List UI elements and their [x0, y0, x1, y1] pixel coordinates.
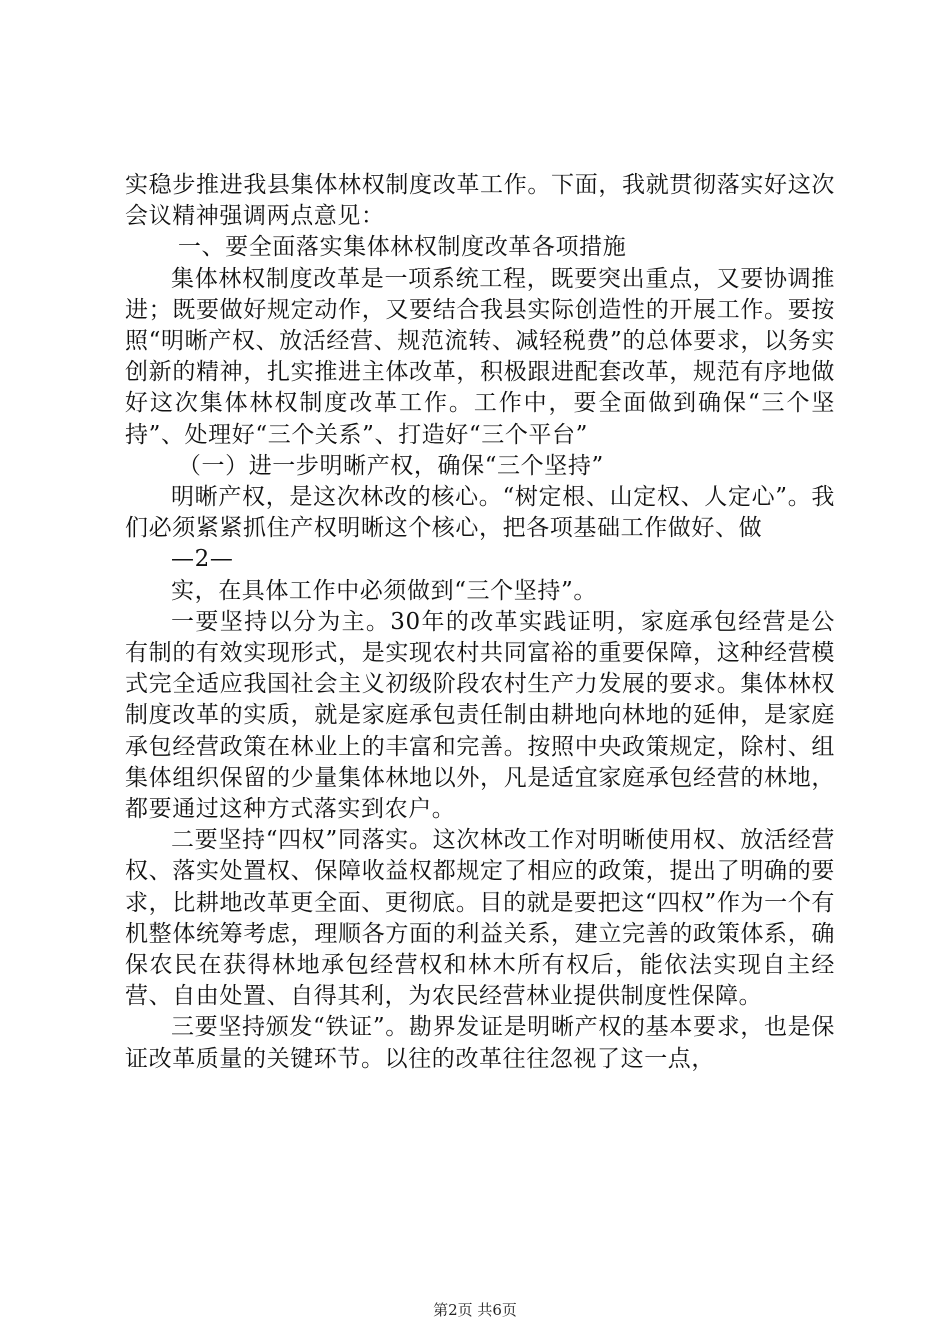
document-body	[125, 170, 835, 1075]
paragraph: 二要坚持“四权”同落实。这次林改工作对明晰使用权、放活经营权、落实处置权、保障收益权都规定了相应的政策，提出了明确的要求，比耕地改革更全面、更彻底。目的就是要把这“四权”作为一个有机整体统筹考虑，理顺各方面的利益关系，建立完善的政策体系，确保农民在获得林地承包经营权和林木所有权后，能依法实现自主经营、自由处置、自得其利，为农民经营林业提供制度性保障。	[125, 827, 835, 1010]
paragraph-continuation: 实稳步推进我县集体林权制度改革工作。下面，我就贯彻落实好这次会议精神强调两点意见：	[125, 172, 835, 230]
paragraph: 明晰产权，是这次林改的核心。“树定根、山定权、人定心”。我们必须紧紧抓住产权明晰这个核心，把各项基础工作做好、做	[125, 484, 835, 542]
paragraph: 实，在具体工作中必须做到“三个坚持”。	[171, 577, 597, 604]
inline-page-marker: —2—	[171, 546, 234, 573]
paragraph: 三要坚持颁发“铁证”。勘界发证是明晰产权的基本要求，也是保证改革质量的关键环节。以往的改革往往忽视了这一点，	[125, 1014, 835, 1072]
subsection-heading: （一）进一步明晰产权，确保“三个坚持”	[177, 452, 604, 479]
page-footer: 第2页 共6页	[433, 1301, 517, 1319]
paragraph: 集体林权制度改革是一项系统工程，既要突出重点，又要协调推进；既要做好规定动作，又要结合我县实际创造性的开展工作。要按照“明晰产权、放活经营、规范流转、减轻税费”的总体要求，以务实创新的精神，扎实推进主体改革，积极跟进配套改革，规范有序地做好这次集体林权制度改革工作。工作中，要全面做到确保“三个坚持”、处理好“三个关系”、打造好“三个平台”	[125, 265, 835, 448]
section-heading: 一、要全面落实集体林权制度改革各项措施	[177, 234, 627, 261]
paragraph: 一要坚持以分为主。30年的改革实践证明，家庭承包经营是公有制的有效实现形式，是实现农村共同富裕的重要保障，这种经营模式完全适应我国社会主义初级阶段农村生产力发展的要求。集体林权制度改革的实质，就是家庭承包责任制由耕地向林地的延伸，是家庭承包经营政策在林业上的丰富和完善。按照中央政策规定，除村、组集体组织保留的少量集体林地以外，凡是适宜家庭承包经营的林地，都要通过这种方式落实到农户。	[125, 608, 835, 823]
